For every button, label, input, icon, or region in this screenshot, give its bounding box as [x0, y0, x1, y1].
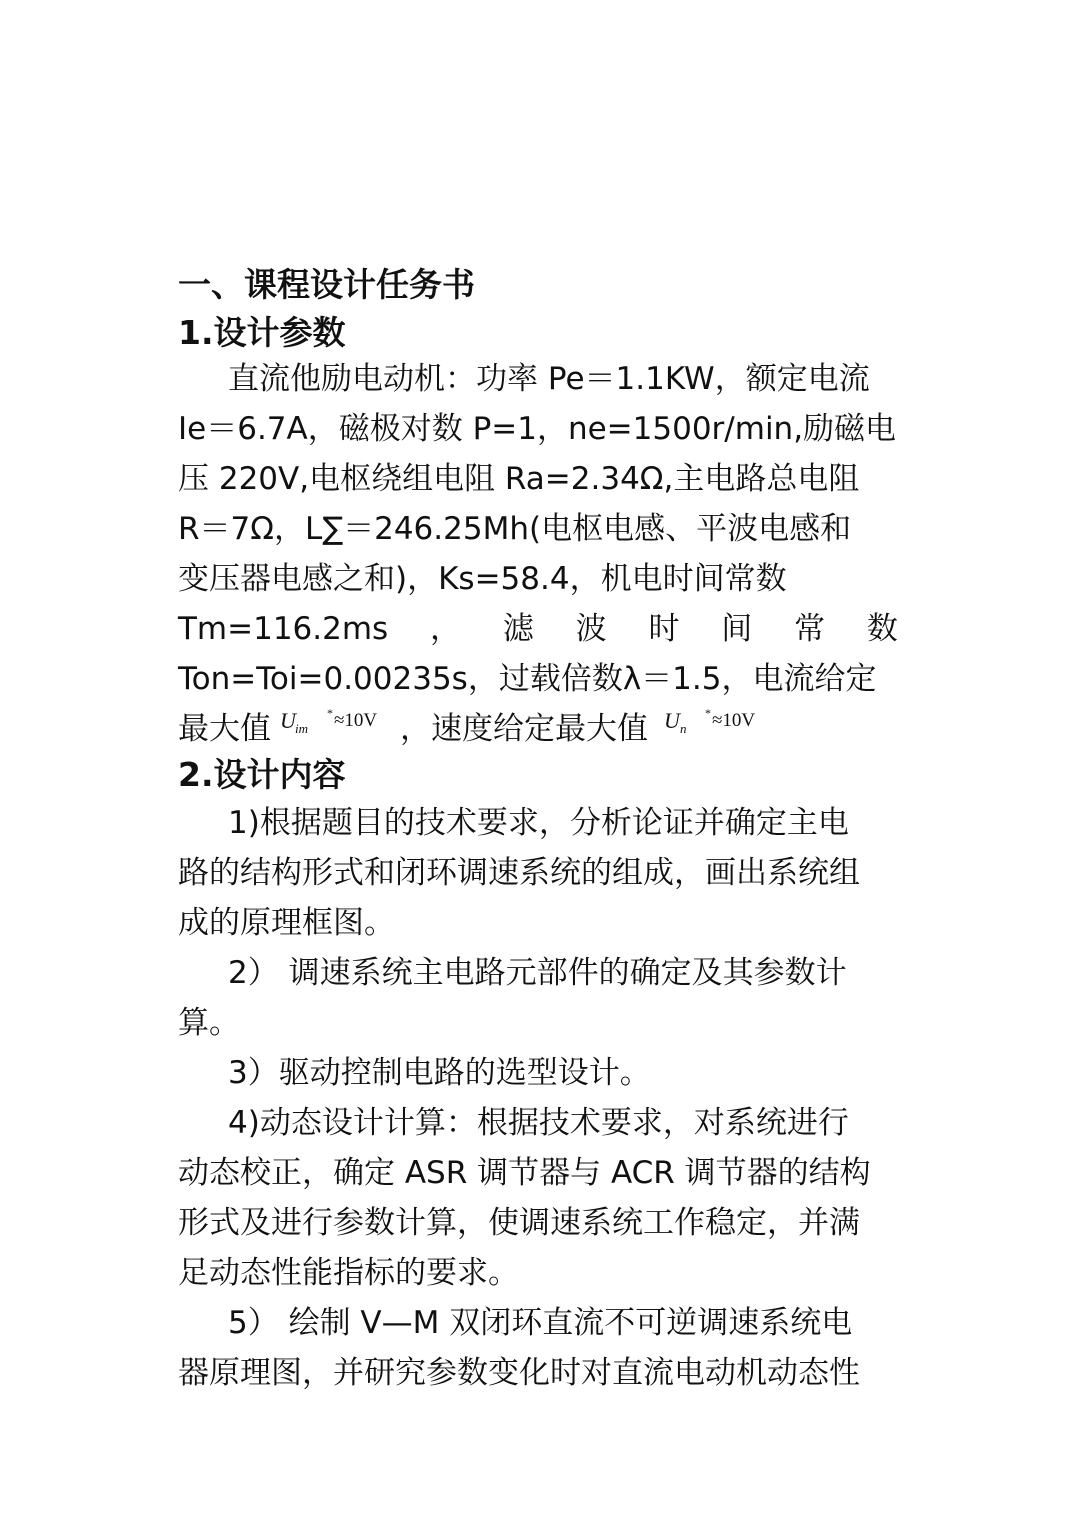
justified-word: 间	[721, 611, 753, 647]
section1-line-8-end: ，速度给定最大值	[400, 711, 648, 747]
document-page: 一、课程设计任务书 1.设计参数 直流他励电动机：功率 Pe＝1.1KW，额定电流 Ie＝6.7A，磁极对数 P=1，ne=1500r/min,励磁电 压 220V,电枢绕组电阻 Ra=2.34Ω,主电路总电阻 R＝7Ω，L∑＝246.25Mh(电枢电感、平波电感和 变压器电感之和)，Ks=58.4，机电时间常数 Tm=116.2ms ， 滤 波 时 间 常 数 Ton=Toi=0.00235s，过载倍数λ＝1.5，电流给定 最大值 U im * ≈10V ，速度给定最大值 U n * ≈10V 2.设计内容 1)根据题目的技术要求，分析论证并确定主电 路的结构形式和闭环调速系统的组成，画出系统组 成的原理框图。 2） 调速系统主电路元部件的确定及其参数计 算。 3）驱动控制电路的选型设计。 4)动态设计计算：根据技术要求，对系统进行 动态校正，确定 ASR 调节器与 ACR 调节器的结构 形式及进行参数计算，使调速系统工作稳定，并满 足动态性能指标的要求。 5） 绘制 V—M 双闭环直流不可逆调速系统电 器原理图，并研究参数变化时对直流电动机动态性	[0, 0, 1075, 1518]
section1-title: 1.设计参数	[178, 313, 346, 352]
section2-line-2: 路的结构形式和闭环调速系统的组成，画出系统组	[178, 855, 860, 891]
justified-word: 时	[648, 611, 680, 647]
section1-line-4: R＝7Ω，L∑＝246.25Mh(电枢电感、平波电感和	[178, 511, 852, 547]
section2-line-10: 足动态性能指标的要求。	[178, 1255, 519, 1291]
main-heading: 一、课程设计任务书	[178, 265, 475, 304]
section1-line-7: Ton=Toi=0.00235s，过载倍数λ＝1.5，电流给定	[178, 661, 877, 697]
justified-word: Tm=116.2ms	[178, 611, 389, 647]
section1-line-6	[178, 611, 898, 647]
section2-line-9: 形式及进行参数计算，使调速系统工作稳定，并满	[178, 1205, 860, 1241]
section2-line-4: 2） 调速系统主电路元部件的确定及其参数计	[228, 955, 847, 991]
justified-word: 滤	[502, 611, 534, 647]
section2-line-7: 4)动态设计计算：根据技术要求，对系统进行	[228, 1105, 849, 1141]
section2-line-12: 器原理图，并研究参数变化时对直流电动机动态性	[178, 1355, 860, 1391]
section2-line-6: 3）驱动控制电路的选型设计。	[228, 1055, 651, 1091]
section2-line-8: 动态校正，确定 ASR 调节器与 ACR 调节器的结构	[178, 1155, 871, 1191]
section1-line-2: Ie＝6.7A，磁极对数 P=1，ne=1500r/min,励磁电	[178, 411, 897, 447]
section1-line-1: 直流他励电动机：功率 Pe＝1.1KW，额定电流	[228, 361, 870, 397]
justified-word: ，	[430, 611, 462, 647]
justified-word: 常	[794, 611, 826, 647]
section1-line-8-start: 最大值	[178, 711, 271, 747]
section2-title: 2.设计内容	[178, 755, 346, 794]
justified-word: 波	[575, 611, 607, 647]
section2-line-3: 成的原理框图。	[178, 905, 395, 941]
section2-line-11: 5） 绘制 V—M 双闭环直流不可逆调速系统电	[228, 1305, 853, 1341]
section2-line-5: 算。	[178, 1005, 240, 1041]
section2-line-1: 1)根据题目的技术要求，分析论证并确定主电	[228, 805, 849, 841]
section1-line-3: 压 220V,电枢绕组电阻 Ra=2.34Ω,主电路总电阻	[178, 461, 860, 497]
justified-word: 数	[866, 611, 898, 647]
section1-line-5: 变压器电感之和)，Ks=58.4，机电时间常数	[178, 561, 787, 597]
